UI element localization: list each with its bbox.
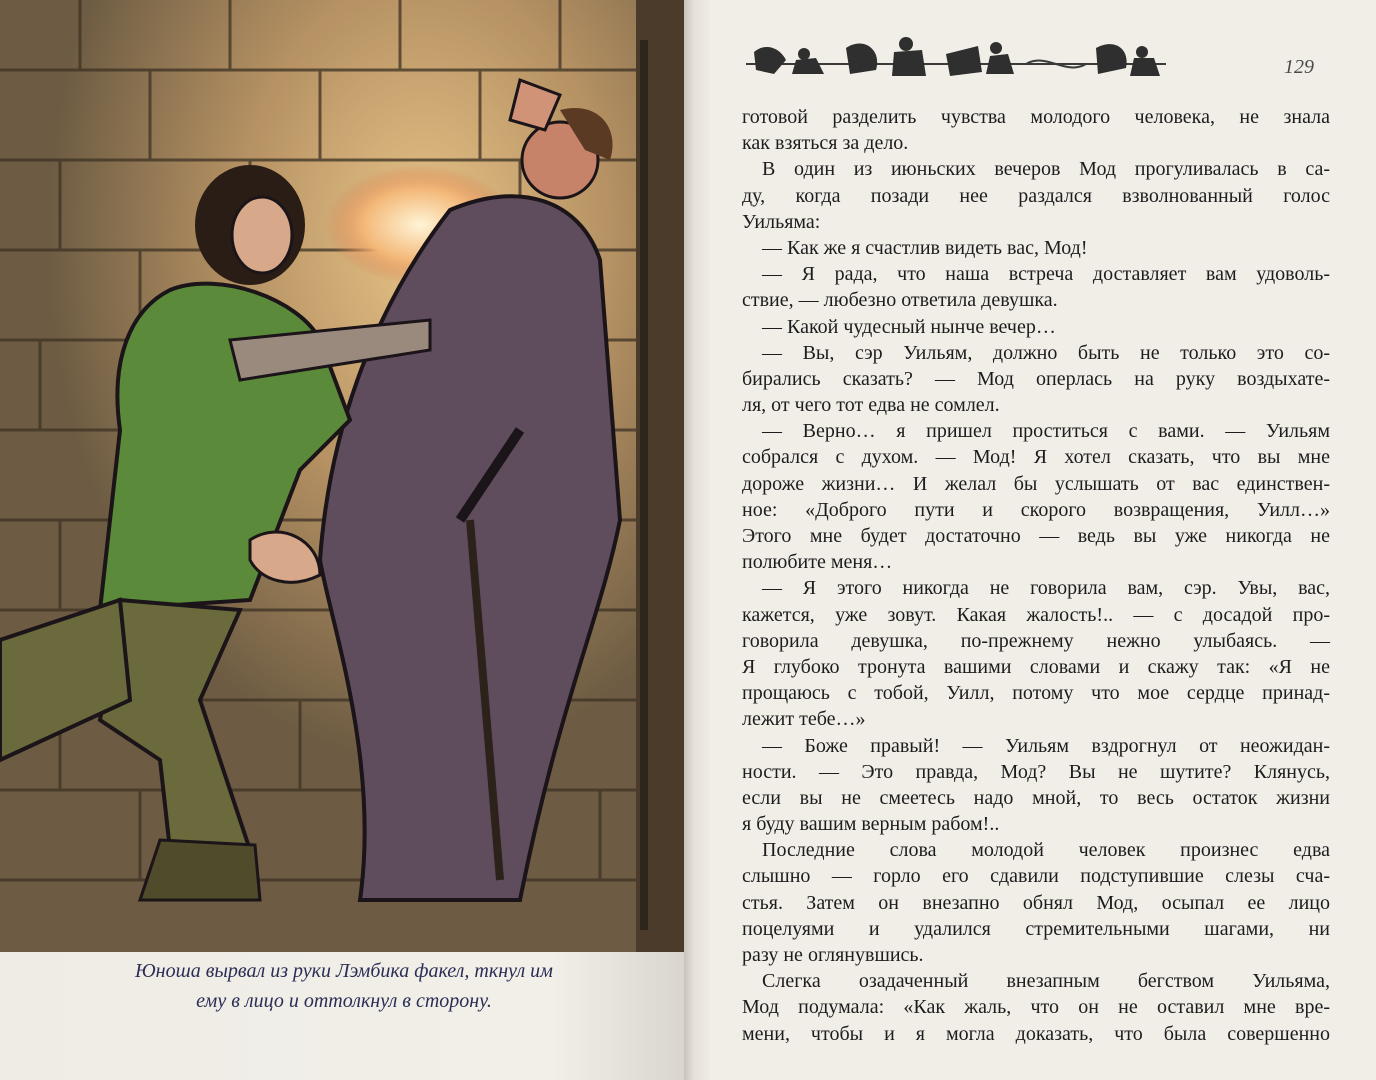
illustration-caption [40,956,648,1016]
text-line: стья. Затем он внезапно обнял Мод, осыпал ее лицо [742,891,1330,914]
page-number: 129 [1284,56,1314,78]
text-line: лежит тебе…» [742,708,866,731]
text-line: Уильяма: [742,210,821,233]
text-line: говорила девушка, по-прежнему нежно улыбаясь. — [742,629,1330,652]
text-line: поцелуями и удалился стремительными шагами, ни [742,917,1330,940]
text-line: я буду вашим верным рабом!.. [742,813,1000,836]
illustration-torch-scene [0,0,684,952]
text-line: — Боже правый! — Уильям вздрогнул от неожидан- [762,734,1330,757]
text-line: — Я рада, что наша встреча доставляет вам удоволь- [762,263,1330,286]
caption-line: ему в лицо и оттолкнул в сторону. [196,990,492,1012]
text-line: В один из июньских вечеров Мод прогуливалась в са- [762,158,1330,181]
text-line: прощаюсь с тобой, Уилл, потому что мое сердце принад- [742,682,1330,705]
text-line: если вы не смеетесь надо мной, то весь остаток жизни [742,786,1330,809]
text-line: Я глубоко тронута вашими словами и скажу так: «Я не [742,655,1330,678]
text-line: — Верно… я пришел проститься с вами. — Уильям [762,420,1330,443]
text-line: разу не оглянувшись. [742,944,924,966]
text-line: — Я этого никогда не говорила вам, сэр. Увы, вас, [762,577,1330,600]
text-line: бирались сказать? — Мод оперлась на руку воздыхате- [742,367,1330,390]
text-line: дороже жизни… И желал бы услышать от вас единствен- [742,472,1330,495]
text-line: ствие, — любезно ответила девушка. [742,289,1058,312]
text-line: кажется, уже зовут. Какая жалость!.. — с досадой про- [742,603,1330,626]
text-line: слышно — горло его сдавили подступившие слезы сча- [742,865,1330,888]
text-line: ля, от чего тот едва не сомлел. [742,394,1000,417]
text-line: ное: «Доброго пути и скорого возвращения, Уилл…» [742,498,1330,521]
right-page [710,0,1376,1080]
caption-line: Юноша вырвал из руки Лэмбика факел, ткнул им [135,960,553,982]
text-line: собрался с духом. — Мод! Я хотел сказать, что вы мне [742,446,1330,469]
text-line: — Вы, сэр Уильям, должно быть не только это со- [762,341,1330,364]
text-line: Последние слова молодой человек произнес едва [762,839,1330,862]
header-ornament [746,30,1166,82]
text-line: ду, когда позади нее раздался взволнованный голос [742,184,1330,207]
text-line: Слегка озадаченный внезапным бегством Уильяма, [762,970,1330,993]
body-text [742,104,1330,1047]
text-line: Мод подумала: «Как жаль, что он не оставил мне вре- [742,996,1330,1019]
text-line: как взяться за дело. [742,132,909,155]
text-line: готовой разделить чувства молодого человека, не знала [742,106,1330,128]
text-line: — Как же я счастлив видеть вас, Мод! [762,236,1088,259]
text-line: Этого мне будет достаточно — ведь вы уже никогда не [742,525,1330,547]
text-line: ности. — Это правда, Мод? Вы не шутите? Клянусь, [742,760,1330,783]
text-line: мени, чтобы и я могла доказать, что была совершенно [742,1022,1330,1045]
text-line: полюбите меня… [742,551,893,574]
text-line: — Какой чудесный нынче вечер… [762,315,1056,338]
